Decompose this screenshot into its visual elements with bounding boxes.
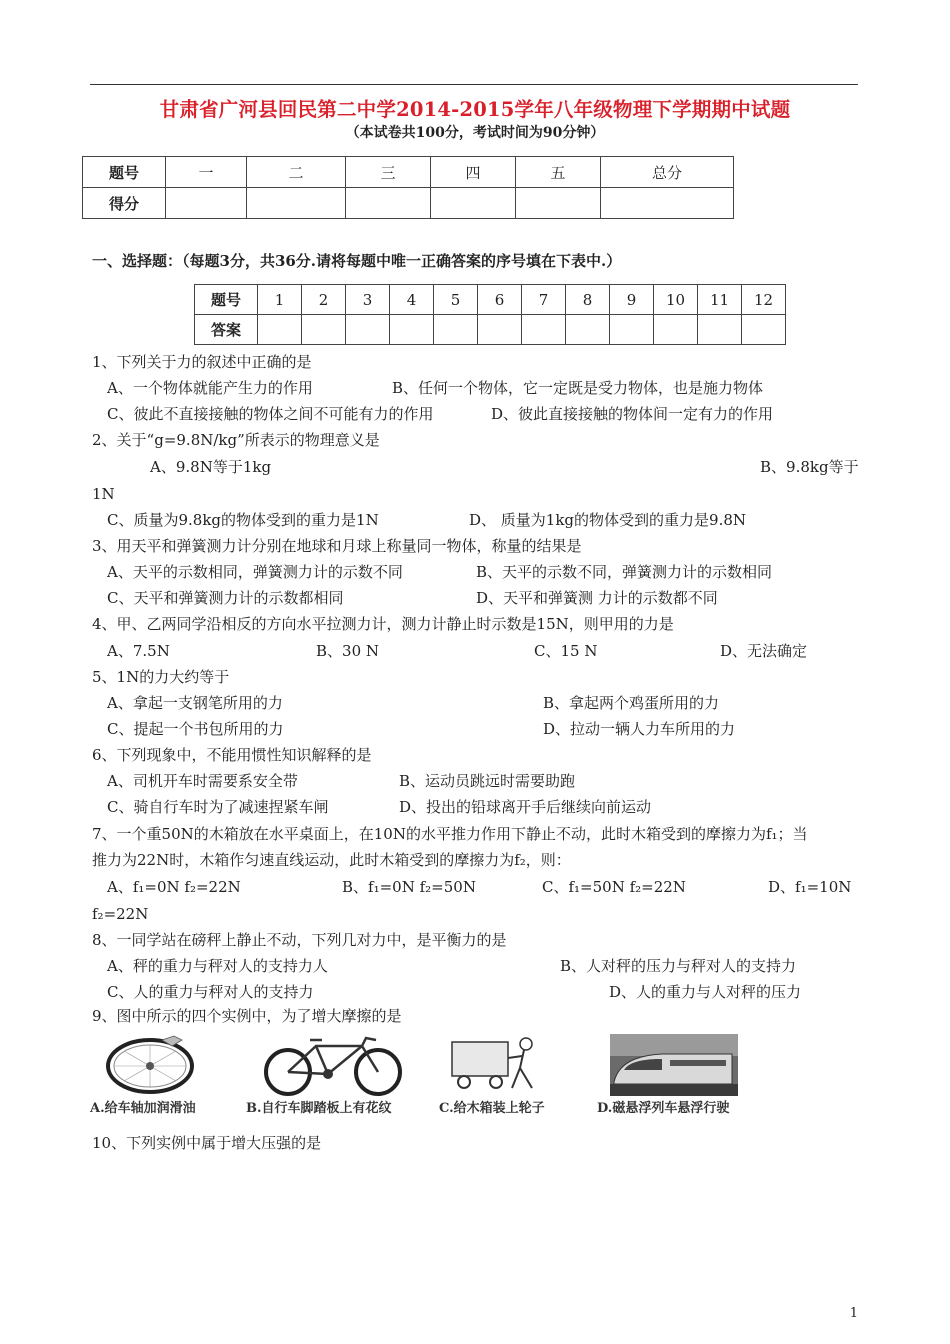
figure-caption-b: B.自行车脚踏板上有花纹	[246, 1101, 392, 1116]
option-b: B、运动员跳远时需要助跑	[399, 772, 576, 790]
answer-input-cell[interactable]	[566, 315, 610, 345]
option-b: B、30 N	[316, 642, 380, 660]
option-a: A、7.5N	[107, 642, 170, 660]
figure-caption-a: A.给车轴加润滑油	[90, 1101, 196, 1116]
option-b-continued: 1N	[92, 485, 115, 503]
answer-number-cell: 3	[346, 285, 390, 315]
option-a: A、司机开车时需要系安全带	[107, 772, 298, 790]
option-a: A、一个物体就能产生力的作用	[107, 379, 313, 397]
option-d-continued: f₂=22N	[92, 905, 149, 923]
answer-number-cell: 10	[654, 285, 698, 315]
score-table	[82, 156, 734, 219]
answer-number-cell: 8	[566, 285, 610, 315]
option-c: C、人的重力与秤对人的支持力	[107, 983, 314, 1001]
question-stem: 2、关于“g=9.8N/kg”所表示的物理意义是	[92, 431, 380, 449]
option-c: C、质量为9.8kg的物体受到的重力是1N	[107, 511, 379, 529]
option-c: C、提起一个书包所用的力	[107, 720, 284, 738]
option-c: C、骑自行车时为了减速捏紧车闸	[107, 798, 329, 816]
option-b: B、天平的示数不同，弹簧测力计的示数相同	[476, 563, 773, 581]
option-d: D、f₁=10N	[768, 878, 852, 896]
score-cell: 得分	[83, 188, 166, 219]
option-c: C、f₁=50N f₂=22N	[542, 878, 686, 896]
answer-table-answer-row	[195, 315, 786, 345]
score-cell: 一	[166, 157, 247, 188]
answer-number-cell: 7	[522, 285, 566, 315]
option-d: D、无法确定	[720, 642, 808, 660]
page-subtitle: （本试卷共100分，考试时间为90分钟）	[345, 125, 605, 141]
score-input-cell[interactable]	[346, 188, 431, 219]
option-b: B、9.8kg等于	[760, 458, 859, 476]
answer-number-cell: 4	[390, 285, 434, 315]
cart-icon	[446, 1034, 546, 1092]
figure-caption-c: C.给木箱装上轮子	[439, 1101, 545, 1116]
answer-input-cell[interactable]	[390, 315, 434, 345]
answer-header-cell: 题号	[195, 285, 258, 315]
score-cell: 二	[247, 157, 346, 188]
page-title: 甘肃省广河县回民第二中学2014-2015学年八年级物理下学期期中试题	[159, 98, 791, 121]
question-stem-continued: 推力为22N时，木箱作匀速直线运动，此时木箱受到的摩擦力为f₂，则：	[92, 851, 571, 869]
section-heading: 一、选择题：（每题3分，共36分.请将每题中唯一正确答案的序号填在下表中.）	[92, 252, 622, 270]
answer-input-cell[interactable]	[698, 315, 742, 345]
answer-input-cell[interactable]	[522, 315, 566, 345]
question-stem: 4、甲、乙两同学沿相反的方向水平拉测力计，测力计静止时示数是15N，则甲用的力是	[92, 615, 674, 633]
option-b: B、拿起两个鸡蛋所用的力	[543, 694, 720, 712]
option-d: D、天平和弹簧测 力计的示数都不同	[476, 589, 718, 607]
question-stem: 1、下列关于力的叙述中正确的是	[92, 353, 312, 371]
question-stem: 8、一同学站在磅秤上静止不动，下列几对力中，是平衡力的是	[92, 931, 507, 949]
answer-number-cell: 1	[258, 285, 302, 315]
answer-input-cell[interactable]	[434, 315, 478, 345]
question-stem: 6、下列现象中，不能用惯性知识解释的是	[92, 746, 372, 764]
header-rule	[90, 84, 858, 85]
figure-caption-d: D.磁悬浮列车悬浮行驶	[597, 1101, 730, 1116]
answer-number-cell: 5	[434, 285, 478, 315]
answer-number-cell: 11	[698, 285, 742, 315]
answer-input-cell[interactable]	[258, 315, 302, 345]
score-cell: 四	[431, 157, 516, 188]
score-table-score-row	[83, 188, 734, 219]
answer-header-cell: 答案	[195, 315, 258, 345]
answer-table-header-row	[195, 285, 786, 315]
answer-number-cell: 12	[742, 285, 786, 315]
answer-input-cell[interactable]	[346, 315, 390, 345]
option-d: D、彼此直接接触的物体间一定有力的作用	[491, 405, 774, 423]
score-cell: 三	[346, 157, 431, 188]
score-input-cell[interactable]	[166, 188, 247, 219]
option-a: A、天平的示数相同，弹簧测力计的示数不同	[107, 563, 403, 581]
page-number: 1	[849, 1306, 858, 1321]
wheel-icon	[102, 1034, 200, 1094]
option-c: C、彼此不直接接触的物体之间不可能有力的作用	[107, 405, 434, 423]
score-cell: 总分	[601, 157, 734, 188]
question-stem: 9、图中所示的四个实例中，为了增大摩擦的是	[92, 1007, 402, 1025]
option-d: D、人的重力与人对秤的压力	[609, 983, 802, 1001]
maglev-train-icon	[610, 1034, 738, 1096]
option-b: B、f₁=0N f₂=50N	[342, 878, 476, 896]
answer-input-cell[interactable]	[610, 315, 654, 345]
option-a: A、拿起一支钢笔所用的力	[107, 694, 283, 712]
score-input-cell[interactable]	[601, 188, 734, 219]
option-b: B、任何一个物体，它一定既是受力物体，也是施力物体	[392, 379, 764, 397]
answer-input-cell[interactable]	[302, 315, 346, 345]
score-input-cell[interactable]	[431, 188, 516, 219]
question-stem: 5、1N的力大约等于	[92, 668, 230, 686]
option-a: A、f₁=0N f₂=22N	[107, 878, 241, 896]
answer-number-cell: 2	[302, 285, 346, 315]
question-stem: 7、一个重50N的木箱放在水平桌面上，在10N的水平推力作用下静止不动，此时木箱受到的摩擦力为f₁；当	[92, 825, 808, 843]
question-stem: 10、下列实例中属于增大压强的是	[92, 1134, 322, 1152]
option-c: C、15 N	[534, 642, 598, 660]
option-d: D、拉动一辆人力车所用的力	[543, 720, 736, 738]
answer-input-cell[interactable]	[654, 315, 698, 345]
answer-number-cell: 6	[478, 285, 522, 315]
option-c: C、天平和弹簧测力计的示数都相同	[107, 589, 344, 607]
answer-number-cell: 9	[610, 285, 654, 315]
score-table-header-row	[83, 157, 734, 188]
answer-input-cell[interactable]	[742, 315, 786, 345]
score-cell: 题号	[83, 157, 166, 188]
score-input-cell[interactable]	[516, 188, 601, 219]
option-a: A、9.8N等于1kg	[150, 458, 272, 476]
answer-input-cell[interactable]	[478, 315, 522, 345]
option-d: D、 质量为1kg的物体受到的重力是9.8N	[469, 511, 747, 529]
score-cell: 五	[516, 157, 601, 188]
score-input-cell[interactable]	[247, 188, 346, 219]
question-stem: 3、用天平和弹簧测力计分别在地球和月球上称量同一物体，称量的结果是	[92, 537, 582, 555]
answer-table	[194, 284, 786, 345]
bicycle-icon	[258, 1034, 410, 1096]
option-d: D、投出的铅球离开手后继续向前运动	[399, 798, 652, 816]
option-a: A、秤的重力与秤对人的支持力人	[107, 957, 328, 975]
option-b: B、人对秤的压力与秤对人的支持力	[560, 957, 797, 975]
